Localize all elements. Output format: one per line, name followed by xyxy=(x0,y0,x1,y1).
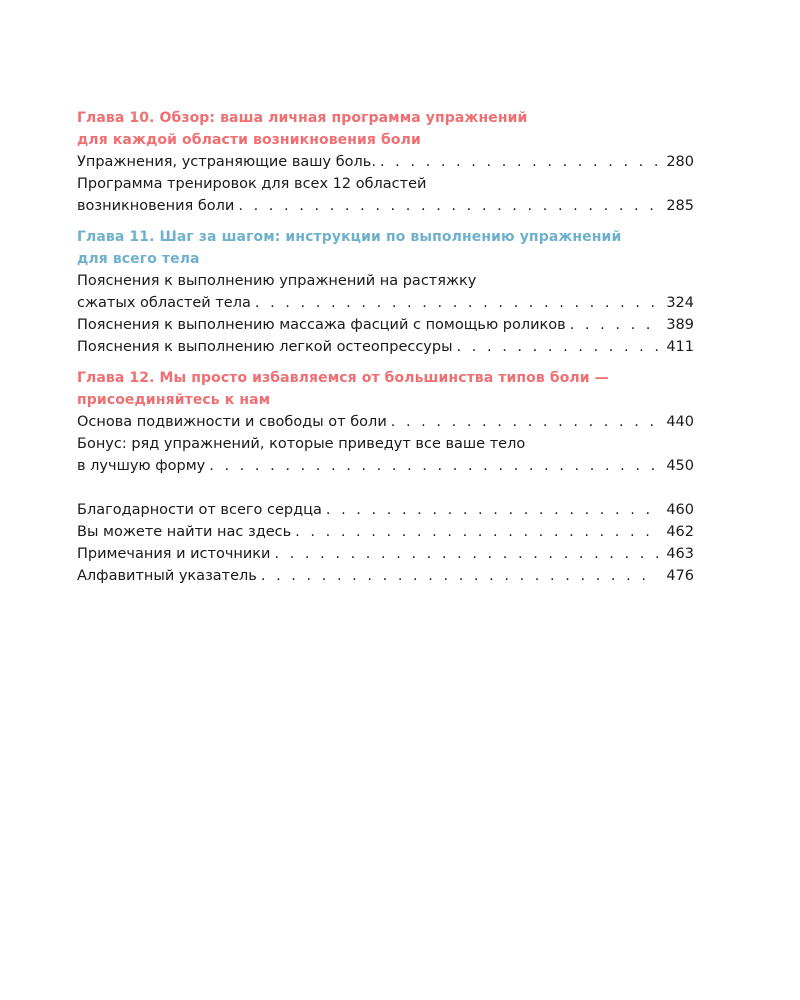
dot-leader xyxy=(209,455,658,477)
page-number: 389 xyxy=(666,317,694,333)
entry-title: Пояснения к выполнению упражнений на растяжку xyxy=(77,273,477,289)
dot-leader xyxy=(274,543,658,565)
entry-title: Пояснения к выполнению легкой остеопрессуры xyxy=(77,339,453,355)
dot-leader xyxy=(238,195,658,217)
page-number: 280 xyxy=(666,154,694,170)
page-number: 411 xyxy=(666,339,694,355)
entry-title: Пояснения к выполнению массажа фасций с помощью роликов xyxy=(77,317,566,333)
page-number: 450 xyxy=(666,458,694,474)
entry-title: Бонус: ряд упражнений, которые приведут все ваше тело xyxy=(77,436,526,452)
dot-leader xyxy=(255,292,658,314)
section-spacer xyxy=(77,486,694,499)
chapter-title-line: присоединяйтесь к нам xyxy=(77,392,271,408)
chapter-title xyxy=(77,367,694,411)
toc-entry[interactable] xyxy=(77,314,694,336)
toc-entry[interactable] xyxy=(77,565,694,587)
chapter-11 xyxy=(77,226,694,358)
back-matter xyxy=(77,499,694,587)
chapter-title-line: Глава 11. Шаг за шагом: инструкции по выполнению упражнений xyxy=(77,229,622,245)
chapter-title xyxy=(77,226,694,270)
entry-title: Вы можете найти нас здесь xyxy=(77,524,292,540)
chapter-title xyxy=(77,107,694,151)
dot-leader xyxy=(457,336,658,358)
chapter-12 xyxy=(77,367,694,477)
chapter-title-line: Глава 10. Обзор: ваша личная программа упражнений xyxy=(77,110,528,126)
entry-title: Благодарности от всего сердца xyxy=(77,502,322,518)
page-number: 285 xyxy=(666,198,694,214)
toc-entry[interactable] xyxy=(77,521,694,543)
toc-entry[interactable] xyxy=(77,173,694,217)
toc-entry[interactable] xyxy=(77,151,694,173)
page-number: 324 xyxy=(666,295,694,311)
page-number: 476 xyxy=(666,568,694,584)
chapter-title-line: Глава 12. Мы просто избавляемся от большинства типов боли — xyxy=(77,370,609,386)
page-number: 463 xyxy=(666,546,694,562)
entry-title: Примечания и источники xyxy=(77,546,271,562)
dot-leader xyxy=(326,499,658,521)
entry-title-continued: сжатых областей тела xyxy=(77,295,251,311)
entry-title-continued: возникновения боли xyxy=(77,198,235,214)
dot-leader xyxy=(391,411,658,433)
entry-title: Алфавитный указатель xyxy=(77,568,257,584)
dot-leader xyxy=(295,521,658,543)
dot-leader xyxy=(380,151,658,173)
toc-entry[interactable] xyxy=(77,336,694,358)
entry-title-continued: в лучшую форму xyxy=(77,458,206,474)
dot-leader xyxy=(261,565,658,587)
page-number: 462 xyxy=(666,524,694,540)
dot-leader xyxy=(570,314,658,336)
chapter-title-line: для всего тела xyxy=(77,251,200,267)
chapter-title-line: для каждой области возникновения боли xyxy=(77,132,421,148)
toc-entry[interactable] xyxy=(77,499,694,521)
toc-entry[interactable] xyxy=(77,270,694,314)
table-of-contents xyxy=(77,107,694,587)
chapter-10 xyxy=(77,107,694,217)
toc-entry[interactable] xyxy=(77,433,694,477)
page-number: 440 xyxy=(666,414,694,430)
entry-title: Упражнения, устраняющие вашу боль. xyxy=(77,154,376,170)
page-number: 460 xyxy=(666,502,694,518)
toc-entry[interactable] xyxy=(77,543,694,565)
entry-title: Программа тренировок для всех 12 областей xyxy=(77,176,427,192)
toc-entry[interactable] xyxy=(77,411,694,433)
entry-title: Основа подвижности и свободы от боли xyxy=(77,414,387,430)
